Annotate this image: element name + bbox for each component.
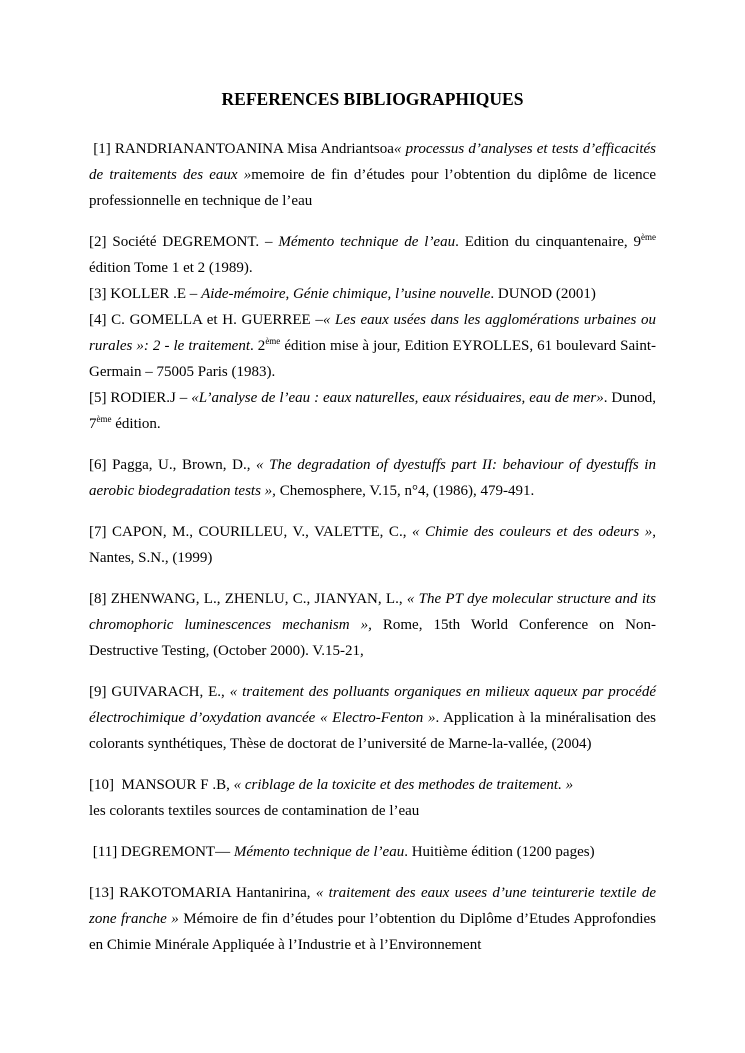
text-run: édition. — [111, 416, 161, 432]
text-run: « The PT dye molecular structure and its chromophoric luminescences mechanism », — [89, 591, 656, 633]
text-run: Mémento technique de l’eau — [233, 844, 405, 860]
reference-10 — [89, 772, 656, 824]
text-run: les colorants textiles sources de contamination de l’eau — [89, 803, 420, 819]
reference-8 — [89, 586, 656, 664]
reference-13 — [89, 880, 656, 958]
text-run: ème — [265, 336, 281, 346]
text-run: [4] C. GOMELLA et H. GUERREE – — [89, 312, 323, 328]
text-run: . DUNOD (2001) — [490, 286, 596, 302]
text-run: ème — [96, 414, 112, 424]
text-run: Aide-mémoire, Génie chimique, l’usine nouvelle — [201, 286, 491, 302]
text-run: [3] KOLLER .E – — [89, 286, 202, 302]
text-run: [5] RODIER.J – — [89, 390, 192, 406]
reference-2 — [89, 229, 656, 281]
text-run: . Huitième édition (1200 pages) — [404, 844, 595, 860]
text-run: ème — [641, 232, 657, 242]
text-run: « Chimie des couleurs et des odeurs » — [411, 524, 653, 540]
text-run: [1] RANDRIANANTOANINA Misa Andriantsoa — [89, 141, 394, 157]
text-run: Mémento technique de l’eau — [278, 234, 456, 250]
text-run: . 2 — [250, 338, 266, 354]
reference-5 — [89, 385, 656, 437]
text-run: . Edition du cinquantenaire, 9 — [455, 234, 642, 250]
text-run: édition mise à jour, Edition EYROLLES, 61 boulevard Saint-Germain – 75005 Paris (1983). — [89, 338, 657, 380]
text-run: Rome, 15th World Conference on Non-Destructive Testing, (October 2000). V.15-21, — [89, 617, 656, 659]
text-run: memoire de fin d’études pour l’obtention du diplôme de licence professionnelle en technique de l’eau — [89, 167, 656, 209]
text-run: «L’analyse de l’eau : eaux naturelles, eaux résiduaires, eau de mer» — [191, 390, 604, 406]
text-run: [13] RAKOTOMARIA Hantanirina, — [89, 885, 316, 901]
text-run: « traitement des eaux usees d’une teinturerie textile de zone franche » — [89, 885, 657, 927]
text-run: [2] Société DEGREMONT. – — [89, 234, 279, 250]
reference-4 — [89, 307, 656, 385]
text-run: « processus d’analyses et tests d’efficacités de traitements des eaux » — [89, 141, 656, 183]
text-run: Mémoire de fin d’études pour l’obtention du Diplôme d’Etudes Approfondies en Chimie Minérale Appliquée à l’Industrie et à l’Environnement — [89, 911, 656, 953]
reference-3 — [89, 281, 656, 307]
references-list — [89, 136, 656, 958]
text-run: [10] MANSOUR F .B, — [89, 777, 234, 793]
text-run: . Application à la minéralisation des colorants synthétiques, Thèse de doctorat de l’université de Marne-la-vallée, (2004) — [89, 710, 656, 752]
reference-11 — [89, 839, 656, 865]
reference-7 — [89, 519, 656, 571]
text-run: « The degradation of dyestuffs part II: behaviour of dyestuffs in aerobic biodegradation tests », — [89, 457, 656, 499]
reference-6 — [89, 452, 656, 504]
text-run: [9] GUIVARACH, E., — [89, 684, 230, 700]
text-run: [11] DEGREMONT— — [89, 844, 234, 860]
text-run: édition Tome 1 et 2 (1989). — [89, 260, 253, 276]
text-run: [6] Pagga, U., Brown, D., — [89, 457, 257, 473]
page-title: REFERENCES BIBLIOGRAPHIQUES — [221, 89, 524, 109]
reference-9 — [89, 679, 656, 757]
text-run: « Les eaux usées dans les agglomérations urbaines ou rurales »: 2 - le traitement — [89, 312, 657, 354]
reference-1 — [89, 136, 656, 214]
text-run: [7] CAPON, M., COURILLEU, V., VALETTE, C., — [89, 524, 412, 540]
text-run: . Dunod, 7 — [89, 390, 656, 432]
text-run: « criblage de la toxicite et des methodes de traitement. » — [233, 777, 574, 793]
text-run: , Nantes, S.N., (1999) — [89, 524, 656, 566]
text-run: « traitement des polluants organiques en milieux aqueux par procédé électrochimique d’oxydation avancée « Electro-Fenton » — [89, 684, 656, 726]
text-run: Chemosphere, V.15, n°4, (1986), 479-491. — [279, 483, 535, 499]
text-run: [8] ZHENWANG, L., ZHENLU, C., JIANYAN, L., — [89, 591, 407, 607]
